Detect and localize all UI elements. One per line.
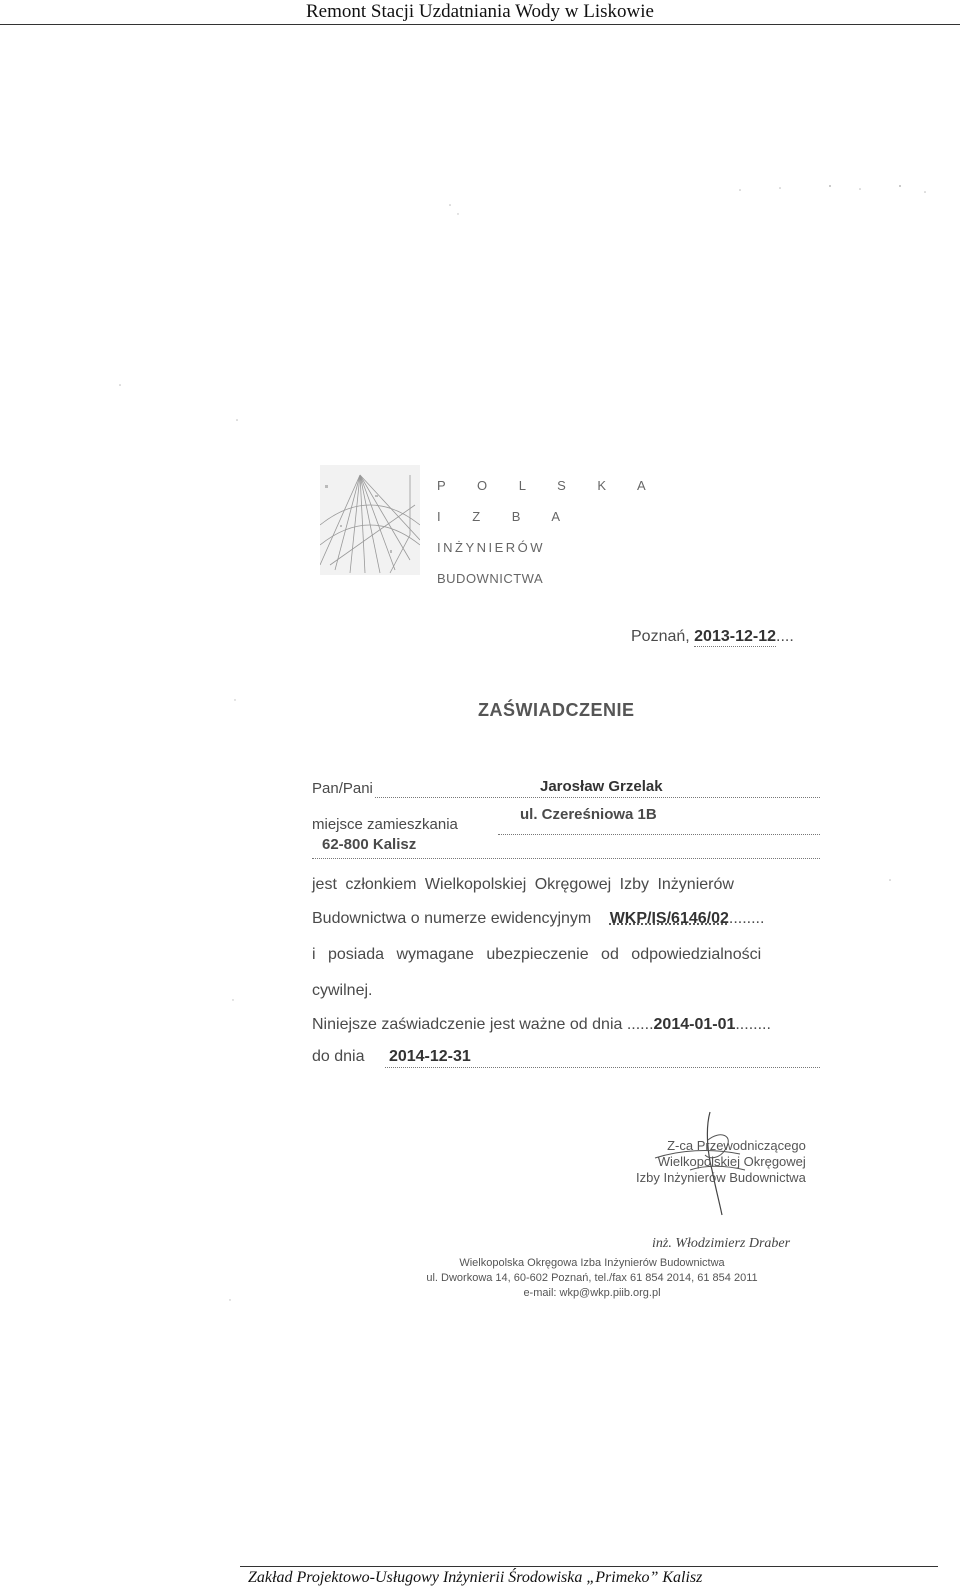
pan-dotted-line — [375, 797, 820, 798]
logo-line-inzynierow: INŻYNIERÓW — [437, 540, 546, 555]
contact-info — [372, 1256, 812, 1301]
valid-from-label: Niniejsze zaświadczenie jest ważne od dnia — [312, 1016, 623, 1033]
valid-to-dotted-line — [385, 1067, 820, 1068]
logo-line-polska: P O L S K A — [437, 478, 660, 493]
valid-from-value: 2014-01-01 — [653, 1016, 736, 1033]
logo-text — [437, 470, 660, 594]
body-line-2: Budownictwa o numerze ewidencyjnym WKP/IS/6146/02........ — [312, 910, 765, 927]
body-line-2-prefix: Budownictwa o numerze ewidencyjnym — [312, 910, 592, 927]
residence-dotted-line-2 — [312, 858, 820, 859]
contact-line-1: Wielkopolska Okręgowa Izba Inżynierów Budownictwa — [459, 1257, 725, 1269]
registration-number: WKP/IS/6146/02 — [609, 910, 729, 927]
body-line-3: i posiada wymagane ubezpieczenie od odpowiedzialności — [312, 946, 762, 963]
residence-value-city: 62-800 Kalisz — [322, 836, 417, 853]
date-place: Poznań, — [631, 628, 695, 645]
page-header: Remont Stacji Uzdatniania Wody w Liskowie — [0, 0, 960, 25]
residence-value-street: ul. Czereśniowa 1B — [520, 806, 657, 823]
signature-line-2: Wielkopolskiej Okręgowej — [657, 1154, 806, 1169]
logo-line-budownictwa: BUDOWNICTWA — [437, 571, 544, 586]
document-date: Poznań, 2013-12-12.... — [631, 628, 794, 645]
contact-line-3: e-mail: wkp@wkp.piib.org.pl — [523, 1287, 661, 1299]
residence-label: miejsce zamieszkania — [312, 816, 458, 833]
signature-line-1: Z-ca Przewodniczącego — [667, 1138, 806, 1153]
residence-dotted-line — [498, 834, 820, 835]
signature-block — [636, 1138, 806, 1186]
body-line-4: cywilnej. — [312, 982, 373, 999]
piib-logo-icon — [320, 465, 420, 575]
page-footer: Zakład Projektowo-Usługowy Inżynierii Środowiska „Primeko” Kalisz — [240, 1566, 938, 1589]
date-value: 2013-12-12 — [694, 628, 776, 645]
valid-to-line — [312, 1048, 471, 1066]
document-title: ZAŚWIADCZENIE — [478, 700, 635, 720]
valid-from-line: Niniejsze zaświadczenie jest ważne od dnia ......2014-01-01........ — [312, 1016, 771, 1033]
pan-label: Pan/Pani — [312, 780, 373, 797]
body-line-1: jest członkiem Wielkopolskiej Okręgowej Izby Inżynierów — [312, 876, 734, 893]
valid-to-label: do dnia — [312, 1048, 365, 1065]
pan-value: Jarosław Grzelak — [540, 778, 663, 795]
signatory-name: inż. Włodzimierz Draber — [652, 1236, 791, 1251]
valid-to-value: 2014-12-31 — [388, 1048, 471, 1065]
signature-line-3: Izby Inżynierów Budownictwa — [636, 1170, 806, 1185]
contact-line-2: ul. Dworkowa 14, 60-602 Poznań, tel./fax 61 854 2014, 61 854 2011 — [426, 1272, 758, 1284]
logo-line-izba: I Z B A — [437, 509, 575, 524]
